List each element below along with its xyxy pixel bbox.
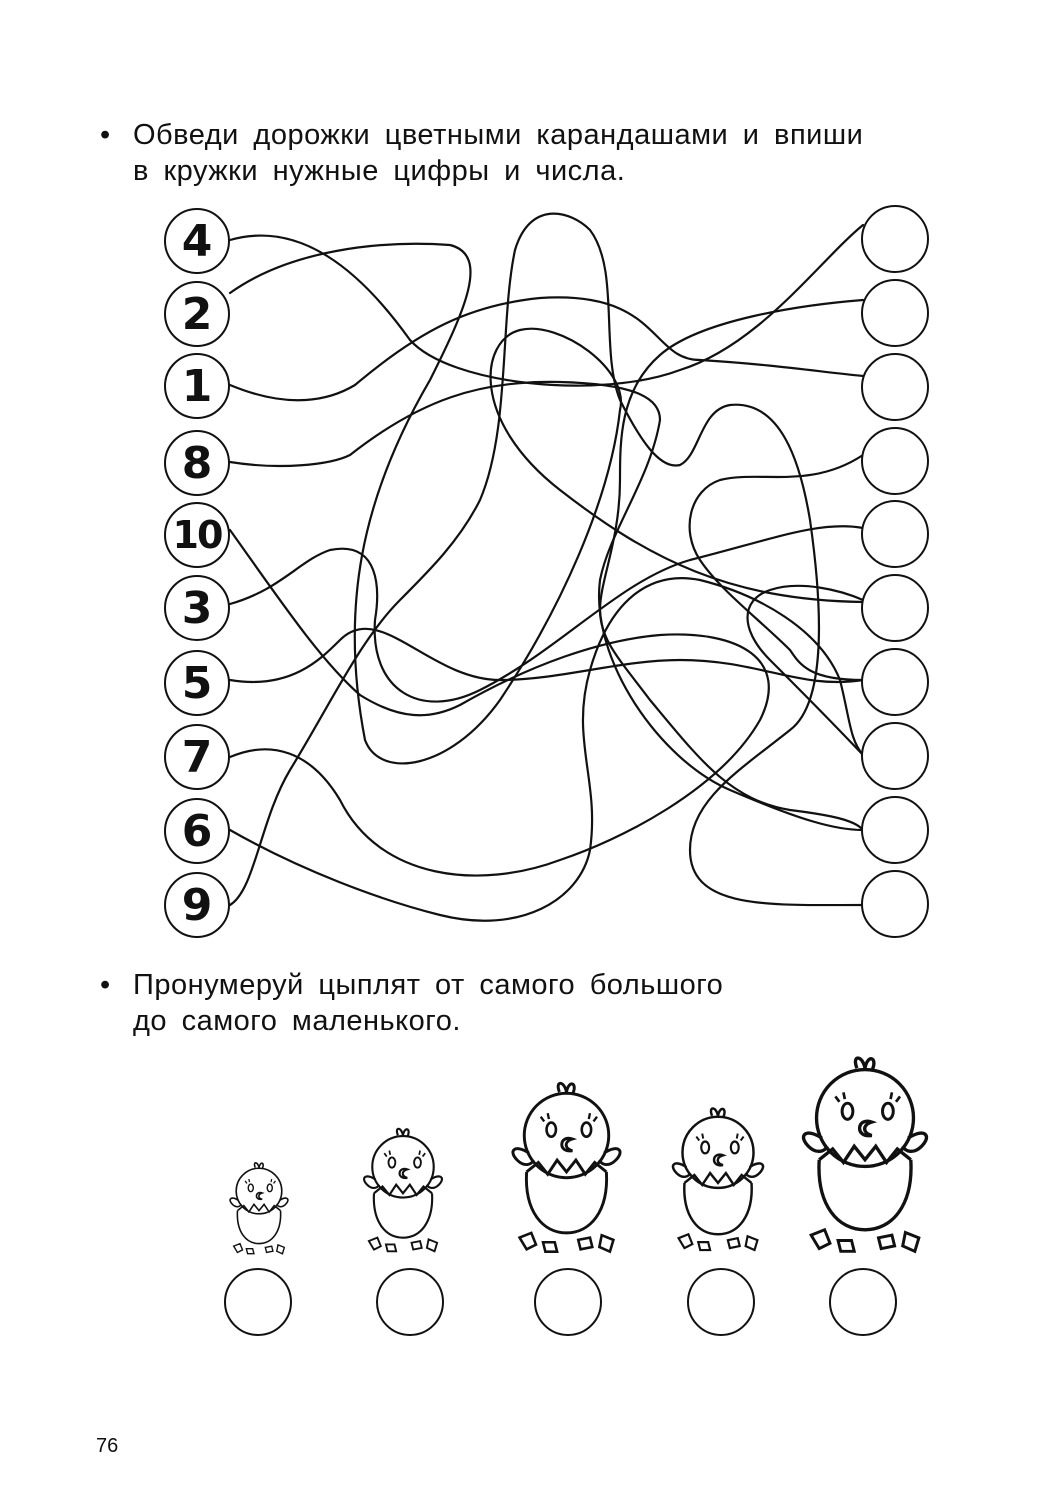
task2-line1: Пронумеруй цыплят от самого большого	[133, 969, 724, 1001]
answer-circle[interactable]	[861, 796, 929, 864]
page-number: 76	[96, 1435, 119, 1457]
chick-answer-circle[interactable]	[224, 1268, 292, 1336]
task1-line2: в кружки нужные цифры и числа.	[133, 155, 626, 187]
number-circle: 7	[164, 724, 230, 790]
number-circle: 9	[164, 872, 230, 938]
bullet: •	[100, 119, 111, 151]
answer-circle[interactable]	[861, 722, 929, 790]
chick-answer-circle[interactable]	[829, 1268, 897, 1336]
answer-circle[interactable]	[861, 648, 929, 716]
maze-path	[230, 629, 863, 682]
number-circle: 5	[164, 650, 230, 716]
answer-circle[interactable]	[861, 205, 929, 273]
number-circle: 10	[164, 502, 230, 568]
number-circle: 2	[164, 281, 230, 347]
maze-path	[230, 225, 863, 386]
chick-icon	[358, 1125, 448, 1253]
answer-circle[interactable]	[861, 427, 929, 495]
number-circle: 8	[164, 430, 230, 496]
number-circle: 1	[164, 353, 230, 419]
maze-path	[230, 530, 769, 876]
chick-answer-circle[interactable]	[376, 1268, 444, 1336]
chick-icon	[666, 1104, 770, 1252]
number-circle: 3	[164, 575, 230, 641]
chick-icon	[795, 1052, 935, 1254]
answer-circle[interactable]	[861, 500, 929, 568]
number-circle: 6	[164, 798, 230, 864]
chick-icon	[224, 1160, 294, 1255]
answer-circle[interactable]	[861, 279, 929, 347]
chick-answer-circle[interactable]	[687, 1268, 755, 1336]
chick-icon	[504, 1078, 629, 1254]
maze-path	[690, 455, 863, 680]
answer-circle[interactable]	[861, 870, 929, 938]
chick-answer-circle[interactable]	[534, 1268, 602, 1336]
answer-circle[interactable]	[861, 574, 929, 642]
answer-circle[interactable]	[861, 353, 929, 421]
number-circle: 4	[164, 208, 230, 274]
task1-line1: Обведи дорожки цветными карандашами и впиши	[133, 119, 864, 151]
task2-line2: до самого маленького.	[133, 1005, 461, 1037]
bullet: •	[100, 969, 111, 1001]
maze-path	[600, 300, 863, 830]
